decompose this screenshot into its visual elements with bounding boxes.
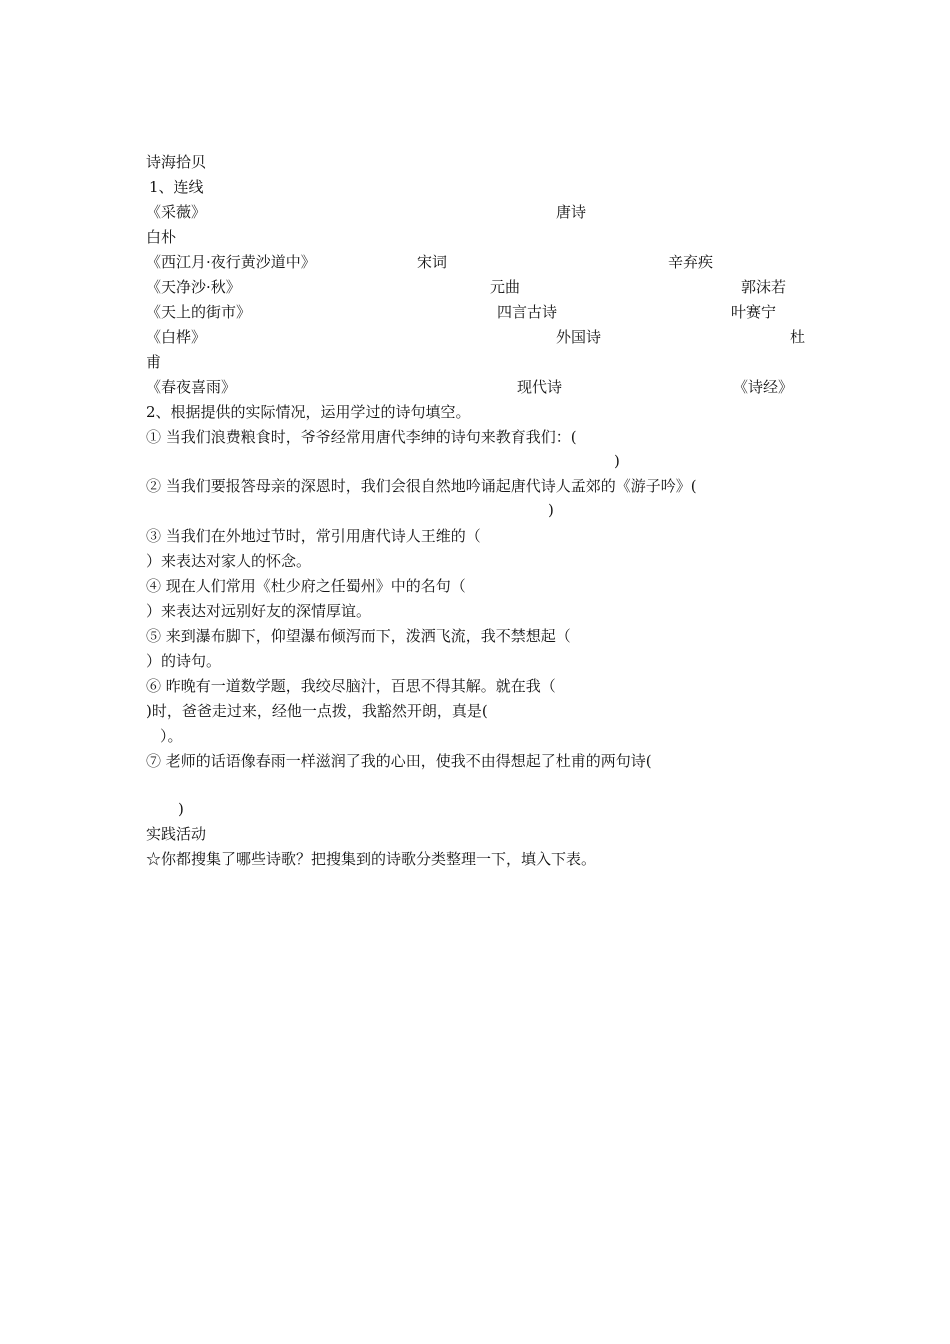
q2-line-15: ) [178, 800, 184, 818]
match-left-7: 甫 [146, 353, 162, 371]
q2-line-2: ) [614, 452, 620, 470]
match-mid-6: 外国诗 [556, 328, 602, 346]
q2-line-1: ① 当我们浪费粮食时，爷爷经常用唐代李绅的诗句来教育我们：( [146, 428, 577, 446]
match-right-6: 杜 [790, 328, 806, 346]
match-left-1: 《采薇》 [146, 203, 207, 221]
q2-line-7: ④ 现在人们常用《杜少府之任蜀州》中的名句（ [146, 577, 466, 595]
q2-line-4: ) [548, 501, 554, 519]
match-left-8: 《春夜喜雨》 [146, 378, 237, 396]
match-left-6: 《白桦》 [146, 328, 207, 346]
q2-line-9: ⑤ 来到瀑布脚下，仰望瀑布倾泻而下，泼洒飞流，我不禁想起（ [146, 627, 571, 645]
q2-heading: 2、根据提供的实际情况，运用学过的诗句填空。 [146, 403, 471, 421]
q2-line-3: ② 当我们要报答母亲的深恩时，我们会很自然地吟诵起唐代诗人孟郊的《游子吟》( [146, 477, 697, 495]
q2-line-5: ③ 当我们在外地过节时，常引用唐代诗人王维的（ [146, 527, 481, 545]
q2-line-6: ）来表达对家人的怀念。 [146, 552, 312, 570]
section-title: 诗海拾贝 [146, 153, 207, 171]
q2-line-13: ）。 [160, 727, 183, 745]
match-right-8: 《诗经》 [733, 378, 794, 396]
q2-line-10: ）的诗句。 [146, 652, 222, 670]
match-right-5: 叶赛宁 [731, 303, 777, 321]
match-left-5: 《天上的街市》 [146, 303, 252, 321]
q2-line-14: ⑦ 老师的话语像春雨一样滋润了我的心田，使我不由得想起了杜甫的两句诗( [146, 752, 652, 770]
q2-line-8: ）来表达对远别好友的深情厚谊。 [146, 602, 372, 620]
match-mid-3: 宋词 [417, 253, 448, 271]
match-right-3: 辛弃疾 [668, 253, 714, 271]
match-mid-5: 四言古诗 [497, 303, 558, 321]
activity-prompt: ☆你都搜集了哪些诗歌？把搜集到的诗歌分类整理一下，填入下表。 [146, 850, 597, 868]
match-left-3: 《西江月·夜行黄沙道中》 [146, 253, 316, 271]
match-mid-8: 现代诗 [517, 378, 563, 396]
q2-line-12: )时，爸爸走过来，经他一点拨，我豁然开朗，真是( [146, 702, 488, 720]
q2-line-11: ⑥ 昨晚有一道数学题，我绞尽脑汁，百思不得其解。就在我（ [146, 677, 556, 695]
match-left-4: 《天净沙·秋》 [146, 278, 241, 296]
activity-title: 实践活动 [146, 825, 207, 843]
q1-heading: 1、连线 [149, 178, 204, 196]
match-mid-4: 元曲 [490, 278, 521, 296]
match-mid-1: 唐诗 [556, 203, 587, 221]
match-left-2: 白朴 [146, 228, 177, 246]
match-right-4: 郭沫若 [741, 278, 787, 296]
